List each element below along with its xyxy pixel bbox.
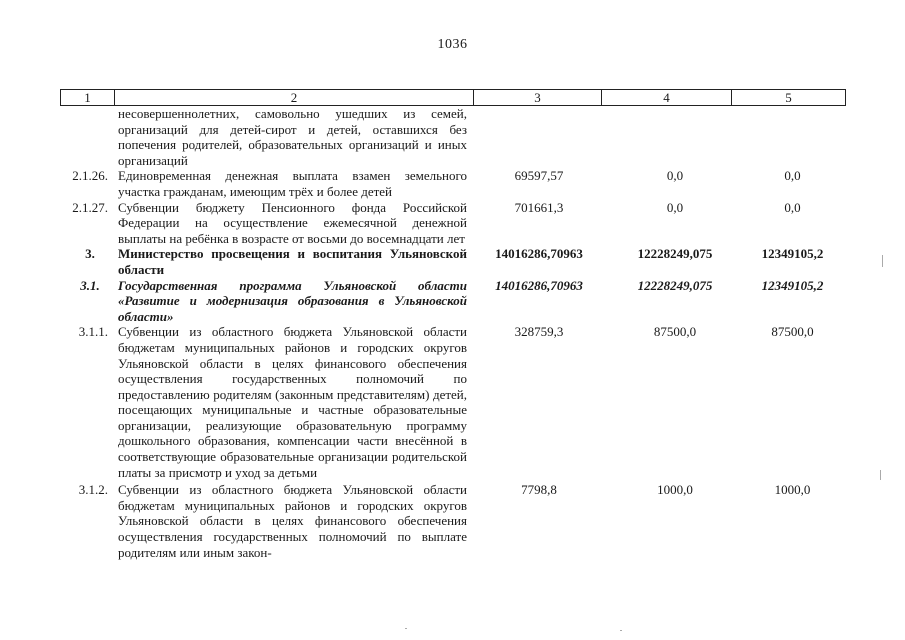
row-number [60,106,114,168]
table-column-header [60,89,846,106]
row-value-col3 [473,106,601,168]
column-header-4: 4 [602,90,732,105]
row-name: Единовременная денежная выплата взамен земельного участка гражданам, имеющим трёх и более детей [118,168,467,199]
row-name: Субвенции из областного бюджета Ульяновской области бюджетам муниципальных районов и городских округов Ульяновской области в целях финансового обеспечения осуществления государственных полномочий по предоставлению родителям (законным представителям) детей, посещающих муниципальные и частные образовательные организации, реализующие образовательную программу дошкольного образования, компенсации части внесённой в соответствующие образовательные организации родительской платы за присмотр и уход за детьми [118,324,467,480]
row-value-col3: 328759,3 [514,324,564,340]
column-header-5: 5 [785,90,792,105]
row-value-col3: 7798,8 [521,482,557,498]
row-name: Субвенции бюджету Пенсионного фонда Российской Федерации на осуществление ежемесячной денежной выплаты на ребёнка в возрасте от восьми до восемнадцати лет [118,199,467,246]
row-value-col3: 701661,3 [514,199,564,215]
table-row [60,200,846,247]
table-row-ministry [60,246,846,277]
row-value-col5 [731,106,844,168]
row-value-col4: 87500,0 [653,324,697,340]
row-value-col3: 14016286,70963 [495,246,583,262]
budget-table [60,106,846,560]
row-value-col5: 87500,0 [771,324,814,340]
row-value-col4: 12228249,075 [637,277,713,293]
row-value-col4: 0,0 [666,199,684,215]
table-row [60,168,846,199]
row-number: 3. [85,246,95,262]
scan-speck [620,630,622,631]
row-number: 2.1.27. [72,199,108,215]
row-number: 3.1.2. [78,482,108,498]
row-value-col3: 14016286,70963 [495,277,583,293]
row-name: Государственная программа Ульяновской области «Развитие и модернизация образования в Ульяновской области» [118,277,467,324]
row-value-col5: 0,0 [784,168,801,184]
column-header-1: 1 [61,90,115,105]
row-value-col4: 12228249,075 [637,246,713,262]
table-row [60,106,846,168]
row-value-col4 [601,106,731,168]
row-value-col5: 12349105,2 [761,246,824,262]
page-number: 1036 [437,37,468,52]
table-row [60,324,846,480]
row-name: Субвенции из областного бюджета Ульяновской области бюджетам муниципальных районов и городских округов Ульяновской области в целях финансового обеспечения осуществления государственных полномочий по выплате родителям или иным закон- [118,482,467,560]
scan-speck [405,628,407,629]
row-value-col5: 12349105,2 [761,277,824,293]
row-number: 3.1. [80,277,100,293]
row-value-col4: 0,0 [666,168,684,184]
row-value-col4: 1000,0 [657,482,693,498]
scan-speck [882,255,883,267]
table-row-program [60,278,846,325]
table-row [60,482,846,560]
column-header-3: 3 [474,90,602,105]
row-number: 2.1.26. [72,168,108,184]
row-name: Министерство просвещения и воспитания Ульяновской области [118,246,467,277]
row-value-col3: 69597,57 [514,168,564,184]
row-number: 3.1.1. [78,324,108,340]
row-name: несовершеннолетних, самовольно ушедших из семей, организаций для детей-сирот и детей, оставшихся без попечения родителей, образовательных организаций и иных организаций [118,106,467,168]
column-header-2: 2 [115,90,474,105]
scan-speck [880,470,881,480]
row-value-col5: 0,0 [784,199,801,215]
row-value-col5: 1000,0 [774,482,811,498]
